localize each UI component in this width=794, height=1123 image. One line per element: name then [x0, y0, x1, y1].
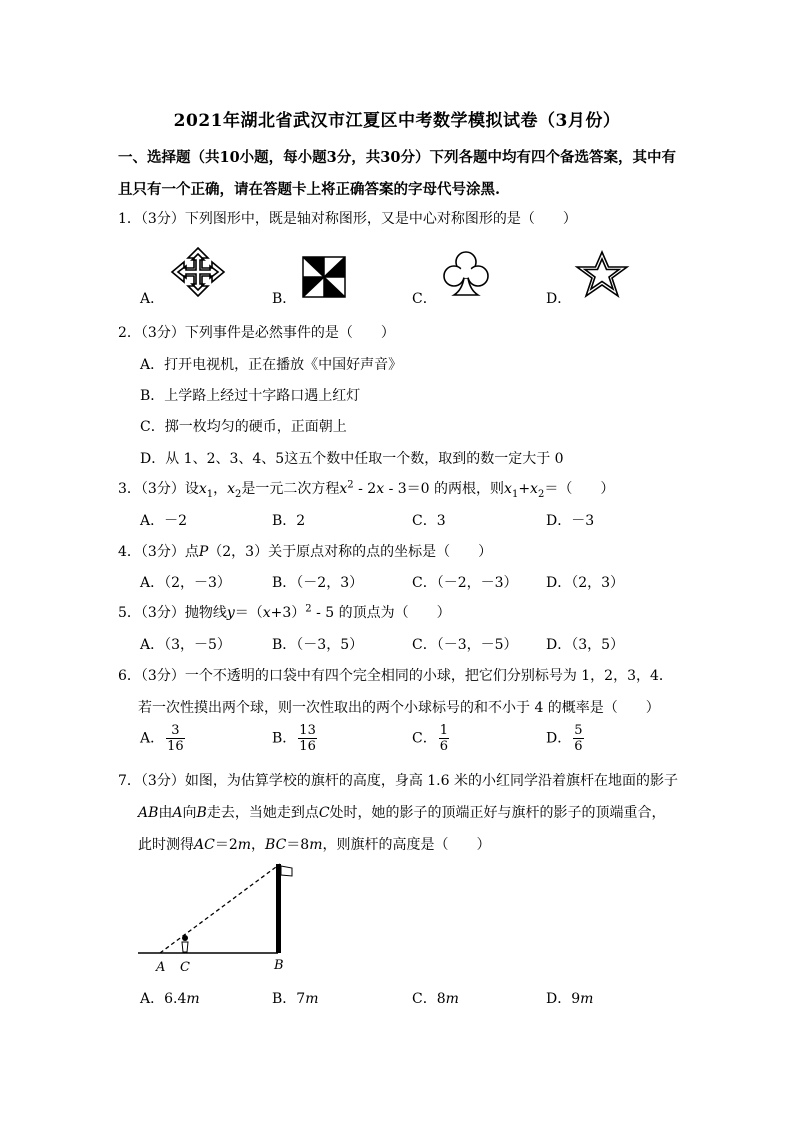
label-b: B: [274, 958, 284, 973]
q7-option-a: A．6.4m: [140, 991, 200, 1007]
q1-option-d-label: D．: [546, 291, 572, 307]
q5-option-a: A．（3，－5）: [140, 637, 231, 653]
q6-stem-line2: 若一次性摸出两个球，则一次性取出的两个小球标号的和不小于 4 的概率是（ ）: [138, 700, 660, 716]
q7-stem-line1: 7．（3分）如图，为估算学校的旗杆的高度，身高 1.6 米的小红同学沿着旗杆在地面的影子: [118, 773, 678, 789]
q1-option-c-label: C．: [412, 291, 437, 307]
q3-option-b: B．2: [272, 513, 306, 529]
q7-option-b: B．7m: [272, 991, 319, 1007]
section-heading-line1: 一、选择题（共10小题，每小题3分，共30分）下列各题中均有四个备选答案，其中有: [118, 149, 676, 166]
q2-option-b: B．上学路上经过十字路口遇上红灯: [140, 388, 361, 404]
club-suit-icon: [440, 248, 492, 300]
label-c: C: [180, 960, 190, 975]
q2-option-c: C．掷一枚均匀的硬币，正面朝上: [140, 419, 347, 435]
label-a: A: [156, 960, 166, 975]
q7-stem-line2: AB由A向B走去，当她走到点C处时，她的影子的顶端正好与旗杆的影子的顶端重合，: [138, 805, 666, 821]
page-title: 2021年湖北省武汉市江夏区中考数学模拟试卷（3月份）: [173, 111, 621, 131]
four-arrows-icon: [168, 246, 228, 298]
q5-option-c: C．（－3，－5）: [412, 637, 518, 653]
q3-option-c: C．3: [412, 513, 446, 529]
q6-option-c: C． $\frac{1}{6}$: [412, 723, 448, 754]
person-body: [182, 942, 188, 952]
q5-option-d: D．（3，5）: [546, 637, 625, 653]
q2-option-a: A．打开电视机，正在播放《中国好声音》: [140, 357, 403, 373]
q6-option-a: A． $\frac{3}{16}$: [140, 723, 184, 754]
q6-option-d: D． $\frac{5}{6}$: [546, 723, 583, 754]
q3-stem: 3．（3分）设$x_1$，$x_2$是一元二次方程$x^2 - 2x - 3=0$ 的两根，则$x_1+x_2=$（ ）: [118, 479, 615, 500]
q7-stem-line3: 此时测得AC＝2m，BC＝8m，则旗杆的高度是（ ）: [138, 837, 491, 853]
q1-option-a-label: A．: [140, 291, 165, 307]
pinwheel-icon: [300, 254, 348, 300]
q6-option-b: B． $\frac{13}{16}$: [272, 723, 316, 754]
q3-option-a: A．－2: [140, 513, 188, 529]
shadow-ray: [160, 864, 280, 953]
q4-option-b: B．（－2，3）: [272, 575, 364, 591]
q3-option-d: D．－3: [546, 513, 595, 529]
q4-stem: 4．（3分）点P（2，3）关于原点对称的点的坐标是（ ）: [118, 544, 493, 560]
double-star-icon: [574, 250, 630, 298]
q2-stem: 2．（3分）下列事件是必然事件的是（ ）: [118, 325, 395, 341]
q1-option-b-label: B．: [272, 291, 297, 307]
q4-option-d: D．（2，3）: [546, 575, 625, 591]
flagpole-figure: [130, 860, 310, 980]
q4-option-c: C．（－2，－3）: [412, 575, 518, 591]
q6-stem-line1: 6．（3分）一个不透明的口袋中有四个完全相同的小球，把它们分别标号为 1，2，3，4．: [118, 668, 673, 684]
q7-option-c: C．8m: [412, 991, 459, 1007]
q4-option-a: A．（2，－3）: [140, 575, 231, 591]
person-head: [182, 935, 188, 941]
q2-option-d: D．从 1、2、3、4、5这五个数中任取一个数，取到的数一定大于 0: [140, 451, 564, 467]
q5-option-b: B．（－3，5）: [272, 637, 364, 653]
q5-stem: 5．（3分）抛物线$y=(x+3)^2 - 5$ 的顶点为（ ）: [118, 603, 451, 621]
q7-option-d: D．9m: [546, 991, 594, 1007]
q1-stem: 1．（3分）下列图形中，既是轴对称图形，又是中心对称图形的是（ ）: [118, 211, 577, 227]
flagpole: [276, 864, 281, 953]
flag: [281, 866, 292, 876]
section-heading-line2: 且只有一个正确，请在答题卡上将正确答案的字母代号涂黑.: [118, 181, 501, 198]
